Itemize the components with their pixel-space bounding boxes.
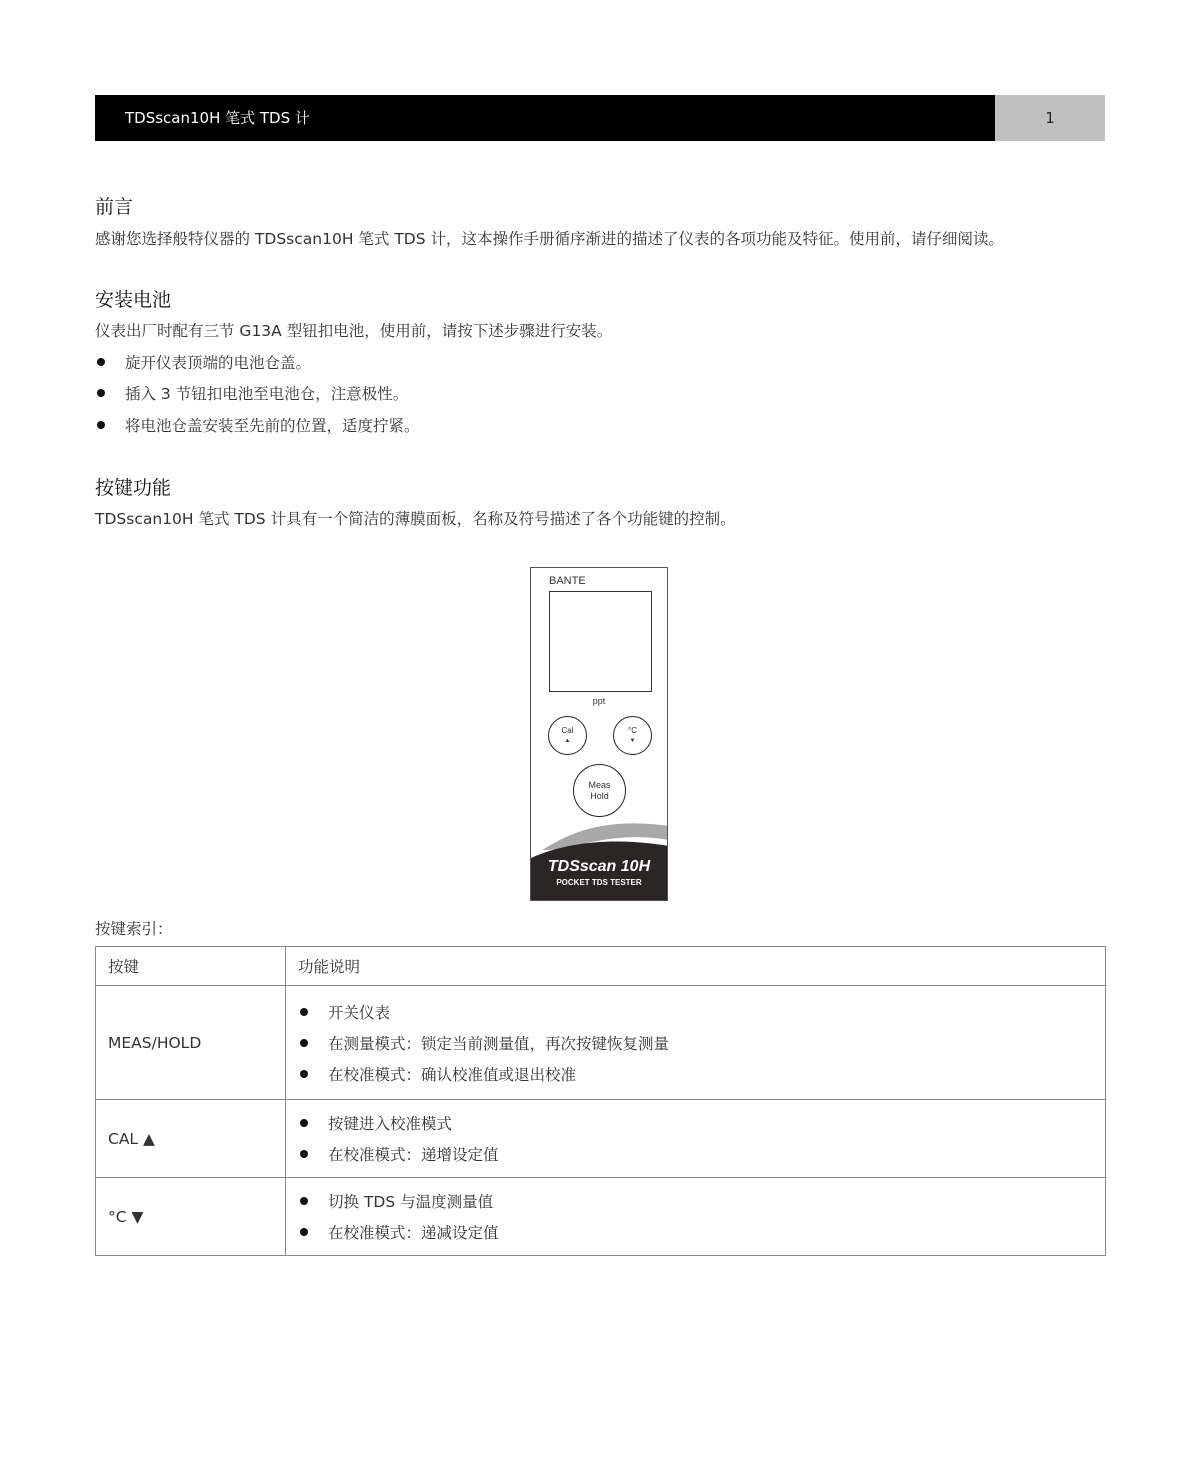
list-item-text: 在校准模式：确认校准值或退出校准 — [328, 1065, 577, 1084]
list-item — [95, 382, 408, 404]
keys-text: TDSscan10H 笔式 TDS 计具有一个简洁的薄膜面板，名称及符号描述了各个功能键的控制。 — [95, 510, 736, 528]
hold-label: Hold — [590, 790, 609, 801]
bullet-icon — [300, 1070, 308, 1078]
list-item-text: 将电池仓盖安装至先前的位置，适度拧紧。 — [125, 417, 420, 435]
cal-button — [548, 716, 587, 755]
header-function: 功能说明 — [286, 947, 1106, 986]
header-bar — [95, 95, 1105, 141]
list-item-text: 在测量模式：锁定当前测量值，再次按键恢复测量 — [328, 1034, 670, 1053]
list-item — [298, 1217, 1093, 1248]
list-item-text: 插入 3 节钮扣电池至电池仓，注意极性。 — [125, 385, 409, 403]
table-row — [96, 986, 1106, 1100]
list-item — [298, 996, 1093, 1027]
key-name: MEAS/HOLD — [96, 986, 286, 1100]
section-title-battery: 安装电池 — [95, 289, 172, 311]
list-item — [298, 1108, 1093, 1139]
table-caption: 按键索引： — [95, 920, 173, 938]
header-key: 按键 — [96, 947, 286, 986]
list-item — [95, 414, 420, 436]
page-number: 1 — [995, 95, 1105, 141]
model-name: TDSscan 10H — [547, 858, 651, 875]
unit-label: ppt — [592, 696, 606, 706]
bullet-icon — [300, 1150, 308, 1158]
preface-text: 感谢您选择般特仪器的 TDSscan10H 笔式 TDS 计，这本操作手册循序渐进的描述了仪表的各项功能及特征。使用前，请仔细阅读。 — [95, 230, 1004, 248]
list-item-text: 开关仪表 — [328, 1003, 391, 1022]
bullet-icon — [300, 1008, 308, 1016]
brand-logo: BANTE — [549, 575, 586, 587]
key-name: CAL ▲ — [96, 1100, 286, 1178]
table-row — [96, 1178, 1106, 1256]
bullet-icon — [300, 1119, 308, 1127]
up-arrow-icon: ▲ — [564, 737, 571, 744]
list-item — [298, 1186, 1093, 1217]
battery-text: 仪表出厂时配有三节 G13A 型钮扣电池，使用前，请按下述步骤进行安装。 — [95, 322, 613, 340]
brand-band — [531, 838, 667, 900]
key-table — [95, 946, 1106, 1256]
bullet-icon — [300, 1039, 308, 1047]
list-item — [95, 351, 311, 373]
table-row — [96, 1100, 1106, 1178]
list-item — [298, 1139, 1093, 1170]
section-title-preface: 前言 — [95, 196, 134, 218]
list-item-text: 按键进入校准模式 — [328, 1115, 453, 1133]
device-illustration — [530, 567, 668, 901]
temp-button — [613, 716, 652, 755]
temp-label: °C — [628, 725, 637, 735]
list-item — [298, 1058, 1093, 1089]
bullet-icon — [97, 421, 105, 429]
list-item-text: 在校准模式：递减设定值 — [328, 1224, 499, 1242]
bullet-icon — [300, 1228, 308, 1236]
down-arrow-icon: ▼ — [629, 737, 636, 744]
bullet-icon — [300, 1197, 308, 1205]
key-name: °C ▼ — [96, 1178, 286, 1256]
list-item-text: 旋开仪表顶端的电池仓盖。 — [125, 354, 312, 372]
table-header-row — [96, 947, 1106, 986]
model-subtitle: POCKET TDS TESTER — [556, 878, 642, 887]
cal-label: Cal — [561, 725, 574, 735]
bullet-icon — [97, 389, 105, 397]
device-display — [549, 591, 652, 692]
meas-label: Meas — [588, 779, 611, 790]
list-item-text: 切换 TDS 与温度测量值 — [328, 1193, 494, 1211]
list-item-text: 在校准模式：递增设定值 — [328, 1146, 499, 1164]
list-item — [298, 1027, 1093, 1058]
section-title-keys: 按键功能 — [95, 477, 172, 499]
meas-hold-button — [573, 764, 626, 817]
header-title: TDSscan10H 笔式 TDS 计 — [95, 95, 995, 141]
bullet-icon — [97, 358, 105, 366]
